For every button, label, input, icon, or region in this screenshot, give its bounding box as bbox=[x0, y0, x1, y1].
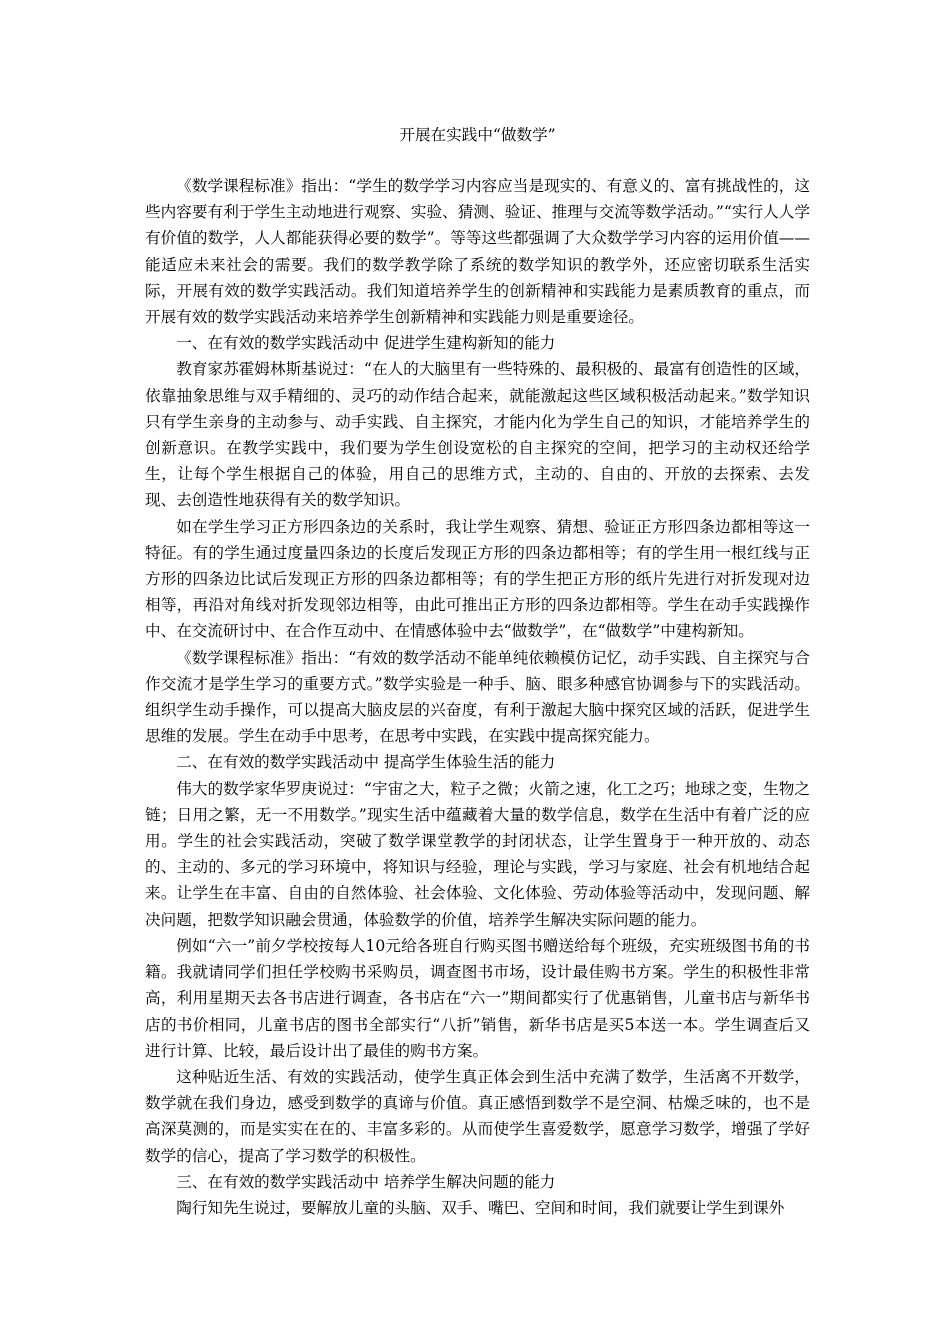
section-heading: 三、在有效的数学实践活动中 培养学生解决问题的能力 bbox=[176, 1172, 556, 1191]
paragraph: 《数学课程标准》指出：“学生的数学学习内容应当是现实的、有意义的、富有挑战性的，这些内容要有利于学生主动地进行观察、实验、猜测、验证、推理与交流等数学活动。”“实行人人学有价值的数学，人人都能获得必要的数学”。等等这些都强调了大众数学学习内容的运用价值——能适应未来社会的需要。我们的数学教学除了系统的数学知识的教学外，还应密切联系生活实际，开展有效的数学实践活动。我们知道培养学生的创新精神和实践能力是素质教育的重点，而开展有效的数学实践活动来培养学生创新精神和实践能力则是重要途径。 bbox=[145, 177, 810, 327]
document-title: 开展在实践中“做数学” bbox=[399, 126, 556, 144]
paragraph: 如在学生学习正方形四条边的关系时，我让学生观察、猜想、验证正方形四条边都相等这一特征。有的学生通过度量四条边的长度后发现正方形的四条边都相等；有的学生用一根红线与正方形的四条边比试后发现正方形的四条边都相等；有的学生把正方形的纸片先进行对折发现对边相等，再沿对角线对折发现邻边相等，由此可推出正方形的四条边都相等。学生在动手实践操作中、在交流研讨中、在合作互动中、在情感体验中去“做数学”，在“做数学”中建构新知。 bbox=[145, 517, 810, 641]
paragraph: 例如“六一”前夕学校按每人10元给各班自行购买图书赠送给每个班级，充实班级图书角的书籍。我就请同学们担任学校购书采购员，调查图书市场，设计最佳购书方案。学生的积极性非常高，利用星期天去各书店进行调查，各书店在“六一”期间都实行了优惠销售，儿童书店与新华书店的书价相同，儿童书店的图书全部实行“八折”销售，新华书店是买5本送一本。学生调查后又进行计算、比较，最后设计出了最佳的购书方案。 bbox=[145, 936, 810, 1060]
section-heading: 二、在有效的数学实践活动中 提高学生体验生活的能力 bbox=[176, 753, 556, 772]
paragraph: 这种贴近生活、有效的实践活动，使学生真正体会到生活中充满了数学，生活离不开数学，数学就在我们身边，感受到数学的真谛与价值。真正感悟到数学不是空洞、枯燥乏味的，也不是高深莫测的，而是实实在在的、丰富多彩的。从而使学生喜爱数学，愿意学习数学，增强了学好数学的信心，提高了学习数学的积极性。 bbox=[145, 1067, 810, 1165]
paragraph: 《数学课程标准》指出：“有效的数学活动不能单纯依赖模仿记忆，动手实践、自主探究与合作交流才是学生学习的重要方式。”数学实验是一种手、脑、眼多种感官协调参与下的实践活动。组织学生动手操作，可以提高大脑皮层的兴奋度，有利于激起大脑中探究区域的活跃，促进学生思维的发展。学生在动手中思考，在思考中实践，在实践中提高探究能力。 bbox=[145, 648, 810, 746]
document-page bbox=[145, 122, 810, 1221]
section-heading: 一、在有效的数学实践活动中 促进学生建构新知的能力 bbox=[176, 334, 556, 353]
paragraph: 陶行知先生说过，要解放儿童的头脑、双手、嘴巴、空间和时间，我们就要让学生到课外 bbox=[176, 1198, 785, 1217]
paragraph: 教育家苏霍姆林斯基说过：“在人的大脑里有一些特殊的、最积极的、最富有创造性的区域，依靠抽象思维与双手精细的、灵巧的动作结合起来，就能激起这些区域积极活动起来。”数学知识只有学生亲身的主动参与、动手实践、自主探究，才能内化为学生自己的知识，才能培养学生的创新意识。在教学实践中，我们要为学生创设宽松的自主探究的空间，把学习的主动权还给学生，让每个学生根据自己的体验，用自己的思维方式，主动的、自由的、开放的去探索、去发现、去创造性地获得有关的数学知识。 bbox=[145, 360, 810, 510]
paragraph: 伟大的数学家华罗庚说过：“宇宙之大，粒子之微；火箭之速，化工之巧；地球之变，生物之链；日用之繁，无一不用数学。”现实生活中蕴藏着大量的数学信息，数学在生活中有着广泛的应用。学生的社会实践活动，突破了数学课堂教学的封闭状态，让学生置身于一种开放的、动态的、主动的、多元的学习环境中，将知识与经验，理论与实践，学习与家庭、社会有机地结合起来。让学生在丰富、自由的自然体验、社会体验、文化体验、劳动体验等活动中，发现问题、解决问题，把数学知识融会贯通，体验数学的价值，培养学生解决实际问题的能力。 bbox=[145, 779, 810, 929]
